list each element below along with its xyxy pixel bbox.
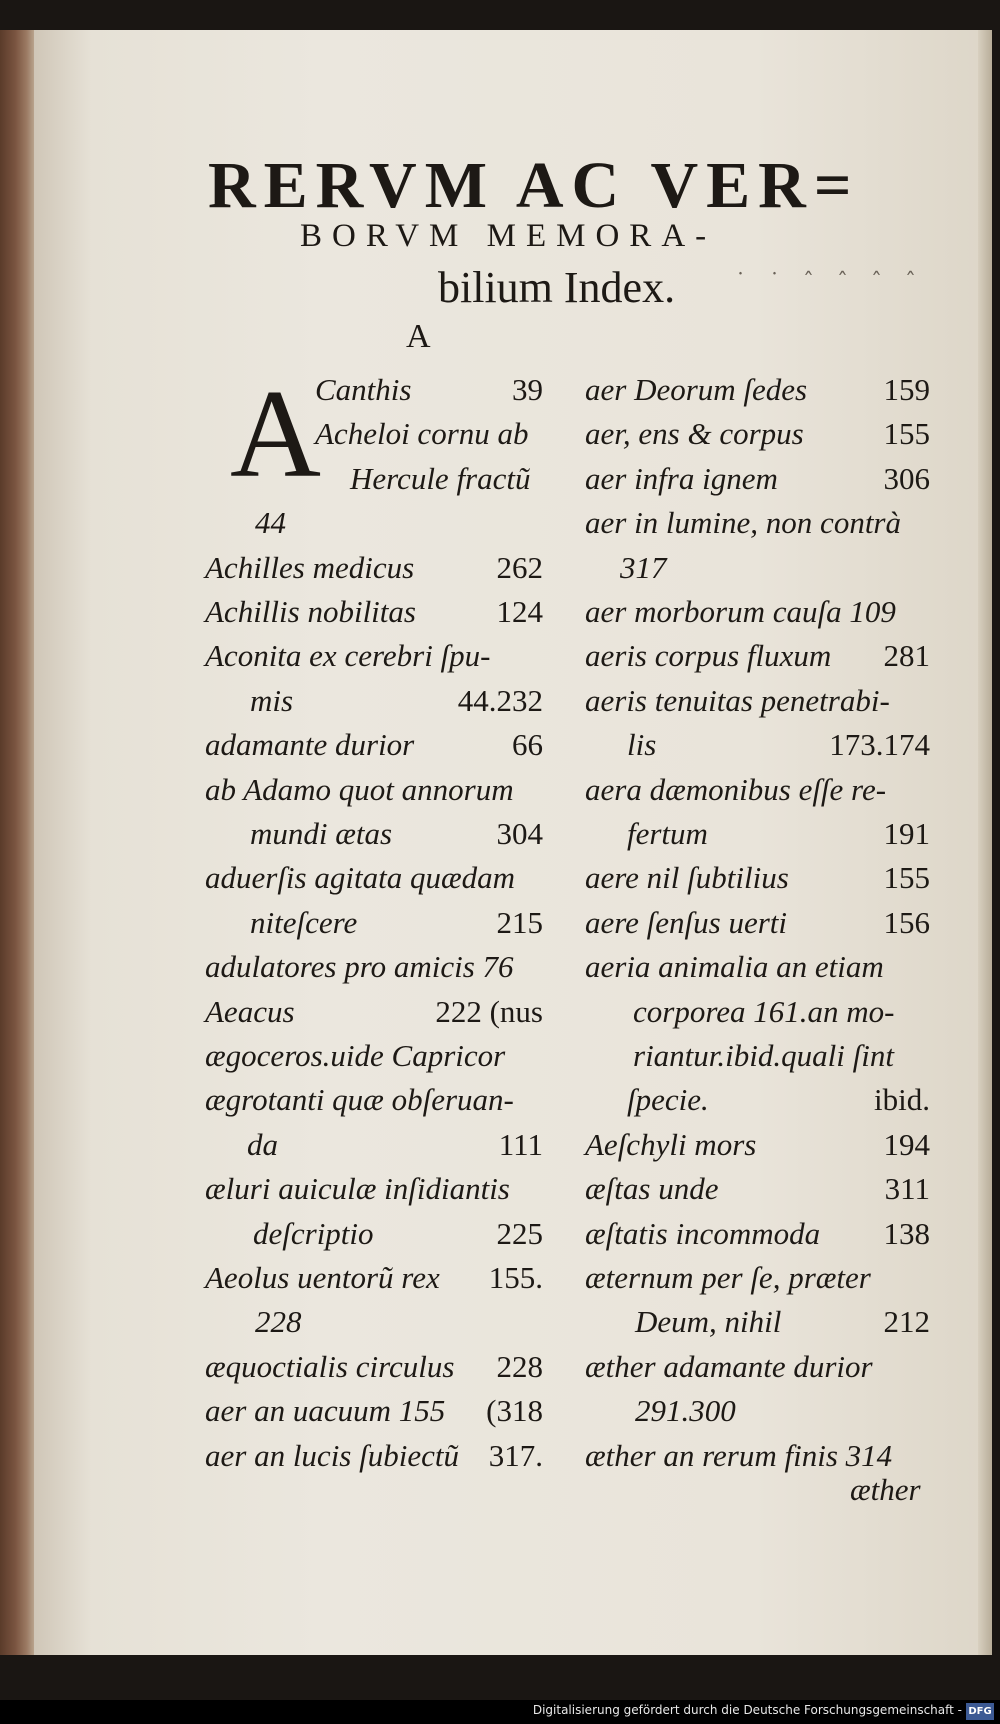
entry-text: aer Deorum ſedes [585,372,808,407]
left-index-entry [315,412,543,456]
left-index-entry [205,1167,543,1211]
entry-page-number: 281 [883,638,930,674]
right-index-entry [585,856,930,900]
entry-text: aera dæmonibus eſſe re- [585,771,887,807]
catchword: æther [850,1472,921,1507]
entry-text: aere ſenſus uerti [585,904,788,940]
entry-text: æluri auiculæ inſidiantis [205,1171,510,1207]
right-index-entry [585,1123,930,1167]
entry-text: æternum per ſe, præter [585,1260,871,1295]
entry-text: aeris corpus fluxum [585,638,832,674]
left-index-entry [205,590,543,634]
left-index-entry [205,1389,543,1433]
right-index-entry [585,501,930,545]
left-index-entry [255,1300,543,1344]
right-index-entry [585,590,930,634]
right-index-entry [585,679,930,723]
right-index-entry [585,901,930,945]
right-index-entry [633,990,930,1034]
entry-text: niteſcere [250,904,358,940]
entry-text: aer in lumine, non contrà [585,505,901,541]
entry-page-number: 156 [883,904,930,940]
right-index-entry [585,368,930,412]
entry-text: ægoceros.uide Capricor [205,1038,506,1073]
page-edge [978,30,992,1655]
entry-text: Acheloi cornu ab [315,416,529,452]
left-index-entry [205,1434,543,1478]
right-index-entry [585,768,930,812]
left-index-entry [250,679,543,723]
right-index-entry [585,1212,930,1256]
title-line-3: bilium Index. [438,263,676,312]
left-index-entry [253,1212,543,1256]
entry-text: æquoctialis circulus [205,1348,455,1384]
entry-page-number: (318 [486,1393,543,1429]
right-index-entry [620,546,930,590]
footer-bar [0,1700,1000,1724]
entry-page-number: 222 (nus [435,993,543,1029]
entry-text: riantur.ibid.quali ſint [633,1038,894,1073]
right-index-entry [627,1078,930,1122]
left-index-entry [315,368,543,412]
entry-text: adamante durior [205,727,415,763]
entry-text: ægrotanti quæ obſeruan- [205,1082,514,1118]
right-index-entry [633,1034,930,1078]
entry-text: aduerſis agitata quædam [205,860,516,896]
dfg-logo: DFG [966,1703,994,1720]
entry-text: 44 [255,505,286,541]
left-index-entry [350,457,543,501]
footer-credit: Digitalisierung gefördert durch die Deutsche Forschungsgemeinschaft - [532,1703,962,1717]
entry-text: aere nil ſubtilius [585,860,789,896]
entry-page-number: 225 [496,1215,543,1251]
entry-text: adulatores pro amicis 76 [205,949,514,985]
entry-text: deſcriptio [253,1215,374,1251]
entry-page-number: 194 [883,1126,930,1162]
entry-text: aer infra ignem [585,460,778,496]
drop-capital: A [230,365,321,504]
left-index-entry [205,1256,543,1300]
book-spine [0,30,38,1655]
entry-page-number: 215 [496,904,543,940]
entry-page-number: 212 [883,1304,930,1340]
entry-page-number: 191 [883,816,930,851]
entry-page-number: 44.232 [457,682,543,718]
right-index-entry [627,812,930,856]
entry-text: Achillis nobilitas [205,594,416,629]
entry-page-number: 159 [883,372,930,407]
entry-text: aer morborum cauſa 109 [585,594,896,629]
left-index-entry [247,1123,543,1167]
entry-page-number: 317. [488,1437,543,1473]
entry-text: aeria animalia an etiam [585,949,884,985]
right-index-entry [635,1300,930,1344]
entry-text: Aeſchyli mors [585,1126,757,1162]
entry-page-number: 262 [496,549,543,585]
left-index-entry [205,856,543,900]
entry-page-number: ibid. [874,1082,930,1118]
entry-text: mis [250,682,294,718]
left-index-entry [205,1345,543,1389]
entry-text: aeris tenuitas penetrabi- [585,682,890,718]
title-line-1: RERVM AC VER= [208,149,860,222]
entry-text: 291.300 [635,1393,736,1429]
right-index-entry [585,1345,930,1389]
entry-text: da [247,1126,278,1162]
ornament-dots: ˙ ˙ ˆ ˆ ˆ ˆ [735,270,924,295]
entry-text: aer, ens & corpus [585,416,804,452]
left-index-entry [205,1034,543,1078]
right-index-entry [585,945,930,989]
entry-text: Deum, nihil [635,1304,782,1340]
right-index-entry [585,1167,930,1211]
right-index-entry [585,412,930,456]
left-index-entry [205,634,543,678]
title-line-2: BORVM MEMORA- [300,218,717,254]
left-index-entry [205,1078,543,1122]
left-index-entry [250,901,543,945]
right-index-entry [585,457,930,501]
entry-text: corporea 161.an mo- [633,993,895,1029]
entry-page-number: 228 [496,1348,543,1384]
left-index-entry [205,768,543,812]
entry-page-number: 304 [496,816,543,851]
entry-page-number: 138 [883,1215,930,1251]
entry-text: lis [627,727,657,763]
entry-text: fertum [627,816,708,851]
entry-page-number: 173.174 [829,727,930,763]
entry-page-number: 155 [883,416,930,452]
section-letter: A [406,318,431,355]
entry-page-number: 111 [498,1126,543,1162]
entry-page-number: 311 [884,1171,930,1207]
entry-text: æther an rerum finis 314 [585,1437,893,1473]
right-index-entry [627,723,930,767]
right-index-entry [635,1389,930,1433]
left-index-entry [205,723,543,767]
entry-page-number: 155. [488,1260,543,1295]
entry-text: Aeacus [205,993,295,1029]
entry-page-number: 39 [512,372,543,407]
entry-text: æſtatis incommoda [585,1215,821,1251]
left-index-entry [250,812,543,856]
entry-text: 228 [255,1304,302,1340]
right-index-entry [585,1256,930,1300]
entry-text: Aconita ex cerebri ſpu- [205,638,491,674]
entry-text: Aeolus uentorũ rex [205,1260,440,1295]
left-index-entry [205,945,543,989]
entry-text: ſpecie. [627,1082,709,1118]
left-index-entry [205,546,543,590]
left-index-entry [205,990,543,1034]
left-index-entry [255,501,543,545]
entry-page-number: 306 [883,460,930,496]
right-index-entry [585,634,930,678]
entry-text: mundi ætas [250,816,393,851]
entry-text: Canthis [315,372,412,407]
entry-text: Achilles medicus [205,549,415,585]
entry-text: aer an lucis ſubiectũ [205,1437,459,1473]
entry-text: aer an uacuum 155 [205,1393,446,1429]
entry-text: æſtas unde [585,1171,719,1207]
entry-page-number: 124 [496,594,543,629]
entry-page-number: 66 [512,727,543,763]
entry-text: æther adamante durior [585,1348,873,1384]
entry-page-number: 155 [883,860,930,896]
entry-text: 317 [620,549,667,585]
entry-text: ab Adamo quot annorum [205,771,514,807]
entry-text: Hercule fractũ [350,460,531,496]
